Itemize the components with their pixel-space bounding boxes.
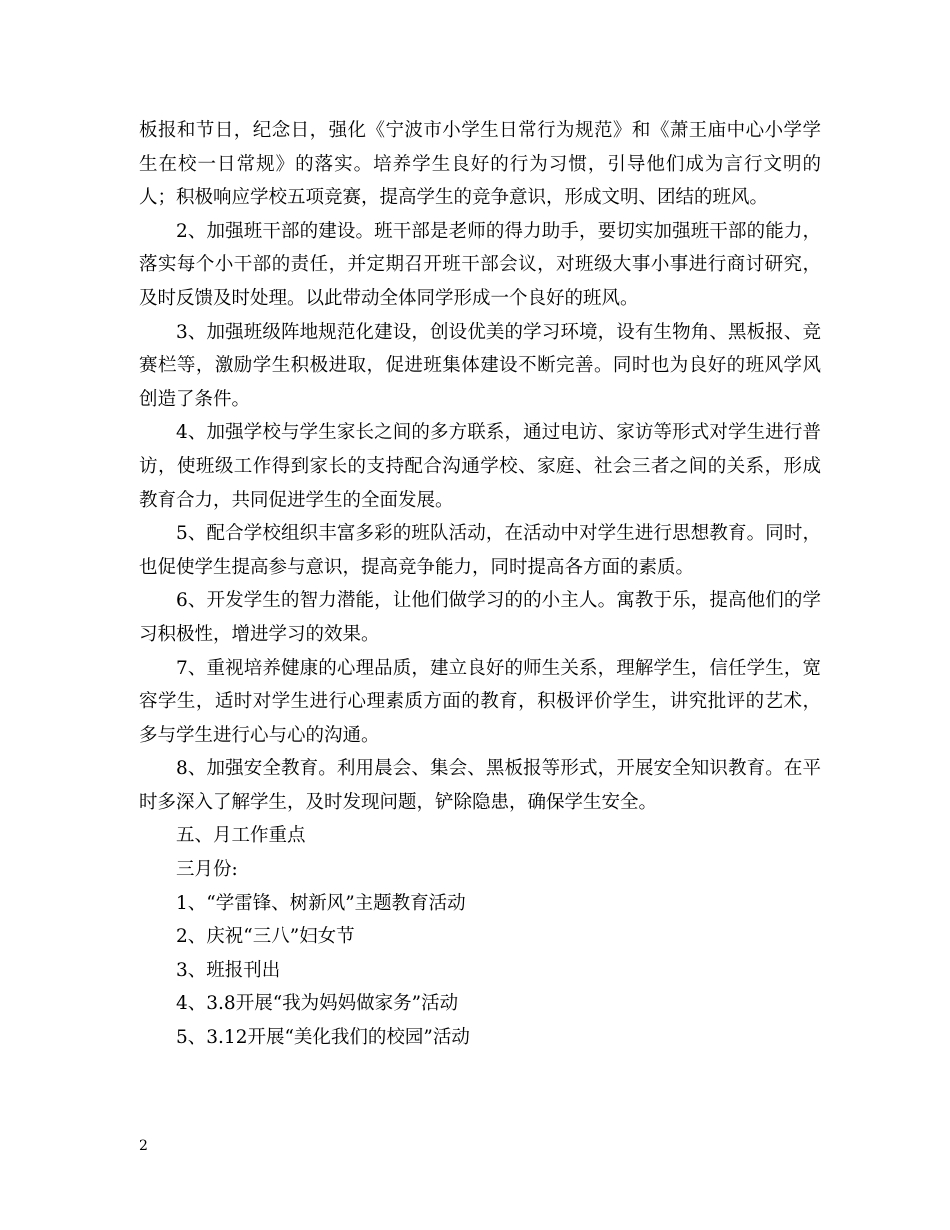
paragraph-item-2: 2、加强班干部的建设。班干部是老师的得力助手，要切实加强班干部的能力，落实每个小干部的责任，并定期召开班干部会议，对班级大事小事进行商讨研究，及时反馈及时处理。以此带动全体同学形成一个良好的班风。 (139, 220, 821, 309)
month-label: 三月份: (176, 859, 238, 881)
march-item: 4、3.8开展“我为妈妈做家务”活动 (176, 993, 459, 1015)
paragraph-item-5: 5、配合学校组织丰富多彩的班队活动，在活动中对学生进行思想教育。同时，也促使学生提高参与意识，提高竞争能力，同时提高各方面的素质。 (139, 523, 821, 578)
march-item: 1、“学雷锋、树新风”主题教育活动 (176, 892, 466, 914)
march-item: 2、庆祝“三八”妇女节 (176, 926, 355, 948)
page-number: 2 (139, 1138, 148, 1154)
document-body (139, 114, 821, 1055)
section-heading: 五、月工作重点 (176, 825, 306, 847)
paragraph-continuation: 板报和节日，纪念日，强化《宁波市小学生日常行为规范》和《萧王庙中心小学学生在校一日常规》的落实。培养学生良好的行为习惯，引导他们成为言行文明的人；积极响应学校五项竞赛，提高学生的竞争意识，形成文明、团结的班风。 (139, 120, 821, 209)
paragraph-item-4: 4、加强学校与学生家长之间的多方联系，通过电访、家访等形式对学生进行普访，使班级工作得到家长的支持配合沟通学校、家庭、社会三者之间的关系，形成教育合力，共同促进学生的全面发展。 (139, 422, 821, 511)
march-item: 5、3.12开展“美化我们的校园”活动 (176, 1027, 470, 1049)
paragraph-item-7: 7、重视培养健康的心理品质，建立良好的师生关系，理解学生，信任学生，宽容学生，适时对学生进行心理素质方面的教育，积极评价学生，讲究批评的艺术，多与学生进行心与心的沟通。 (139, 657, 821, 746)
paragraph-item-6: 6、开发学生的智力潜能，让他们做学习的的小主人。寓教于乐，提高他们的学习积极性，增进学习的效果。 (139, 590, 821, 645)
paragraph-item-3: 3、加强班级阵地规范化建设，创设优美的学习环境，设有生物角、黑板报、竞赛栏等，激励学生积极进取，促进班集体建设不断完善。同时也为良好的班风学风创造了条件。 (139, 321, 821, 410)
march-item: 3、班报刊出 (176, 959, 281, 981)
paragraph-item-8: 8、加强安全教育。利用晨会、集会、黑板报等形式，开展安全知识教育。在平时多深入了解学生，及时发现问题，铲除隐患，确保学生安全。 (139, 758, 821, 813)
